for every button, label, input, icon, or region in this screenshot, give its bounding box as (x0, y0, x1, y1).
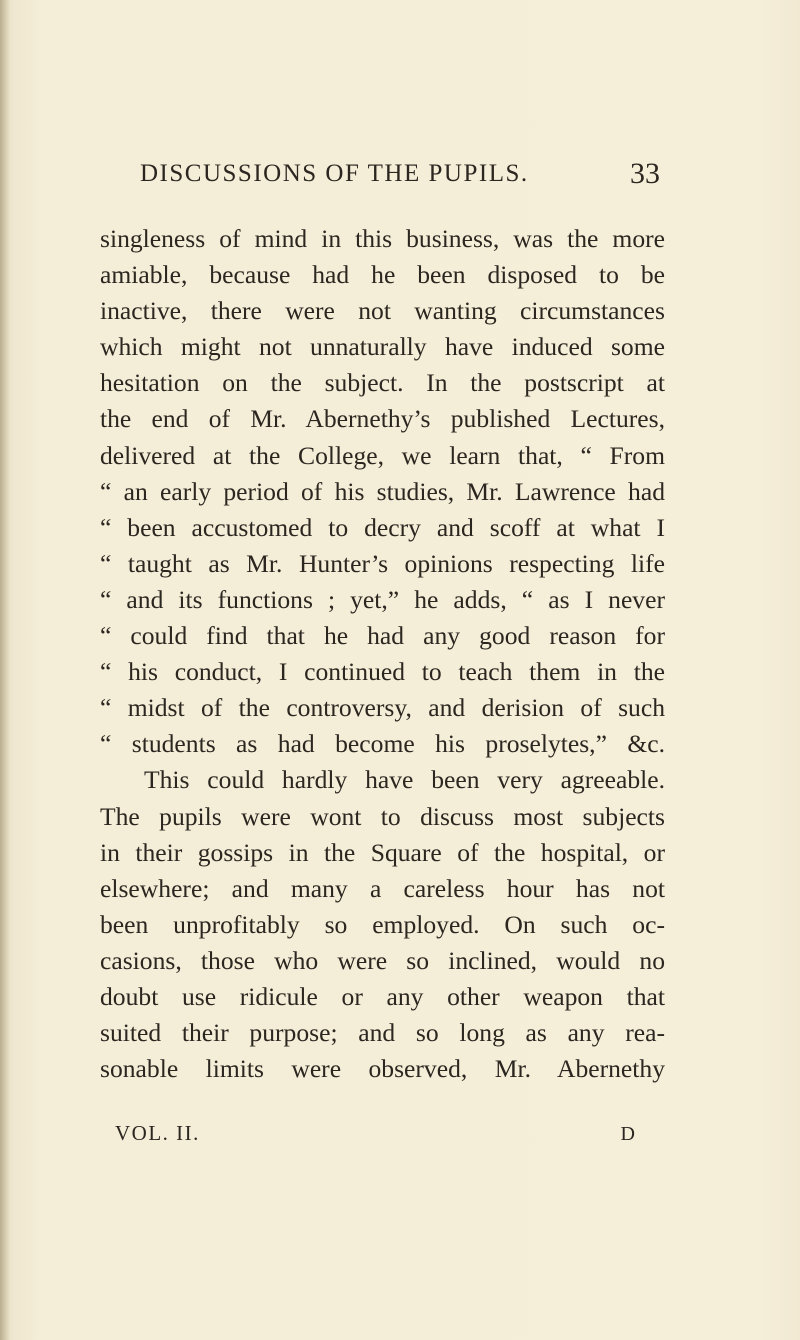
text-line: sonable limits were observed, Mr. Abernethy (100, 1054, 665, 1084)
text-line: “ could find that he had any good reason for (100, 621, 665, 651)
text-line: “ an early period of his studies, Mr. Lawrence had (100, 476, 665, 506)
signature-mark: D (620, 1123, 635, 1145)
text-line: “ taught as Mr. Hunter’s opinions respecting life (100, 548, 665, 578)
text-line: doubt use ridicule or any other weapon that (100, 981, 665, 1011)
page-number: 33 (630, 157, 660, 190)
text-line: in their gossips in the Square of the hospital, or (100, 837, 665, 867)
text-line: amiable, because had he been disposed to be (100, 260, 665, 290)
text-line: “ been accustomed to decry and scoff at what I (100, 512, 665, 542)
text-line: The pupils were wont to discuss most subjects (100, 801, 665, 831)
page-footer (115, 1121, 635, 1151)
text-line: inactive, there were not wanting circumstances (100, 296, 665, 326)
text-line: the end of Mr. Abernethy’s published Lectures, (100, 404, 665, 434)
running-title: DISCUSSIONS OF THE PUPILS. (140, 160, 529, 187)
text-line: been unprofitably so employed. On such oc- (100, 909, 665, 939)
binding-shadow (0, 0, 10, 1340)
body-text (100, 221, 665, 1087)
running-head (100, 157, 660, 200)
text-line: “ midst of the controversy, and derision of such (100, 693, 665, 723)
text-line: suited their purpose; and so long as any rea- (100, 1018, 665, 1048)
text-line: singleness of mind in this business, was the more (100, 224, 665, 253)
text-line: elsewhere; and many a careless hour has not (100, 873, 665, 903)
text-line: which might not unnaturally have induced some (100, 332, 665, 362)
text-line: “ and its functions ; yet,” he adds, “ as I never (100, 584, 665, 614)
text-line: “ his conduct, I continued to teach them in the (100, 657, 665, 687)
text-line: “ students as had become his proselytes,” &c. (100, 729, 665, 759)
volume-label: VOL. II. (115, 1121, 200, 1145)
paragraph-first-line: This could hardly have been very agreeable. (144, 765, 665, 795)
text-line: casions, those who were so inclined, would no (100, 945, 665, 975)
text-line: hesitation on the subject. In the postscript at (100, 368, 665, 398)
text-line: delivered at the College, we learn that, “ From (100, 440, 665, 470)
